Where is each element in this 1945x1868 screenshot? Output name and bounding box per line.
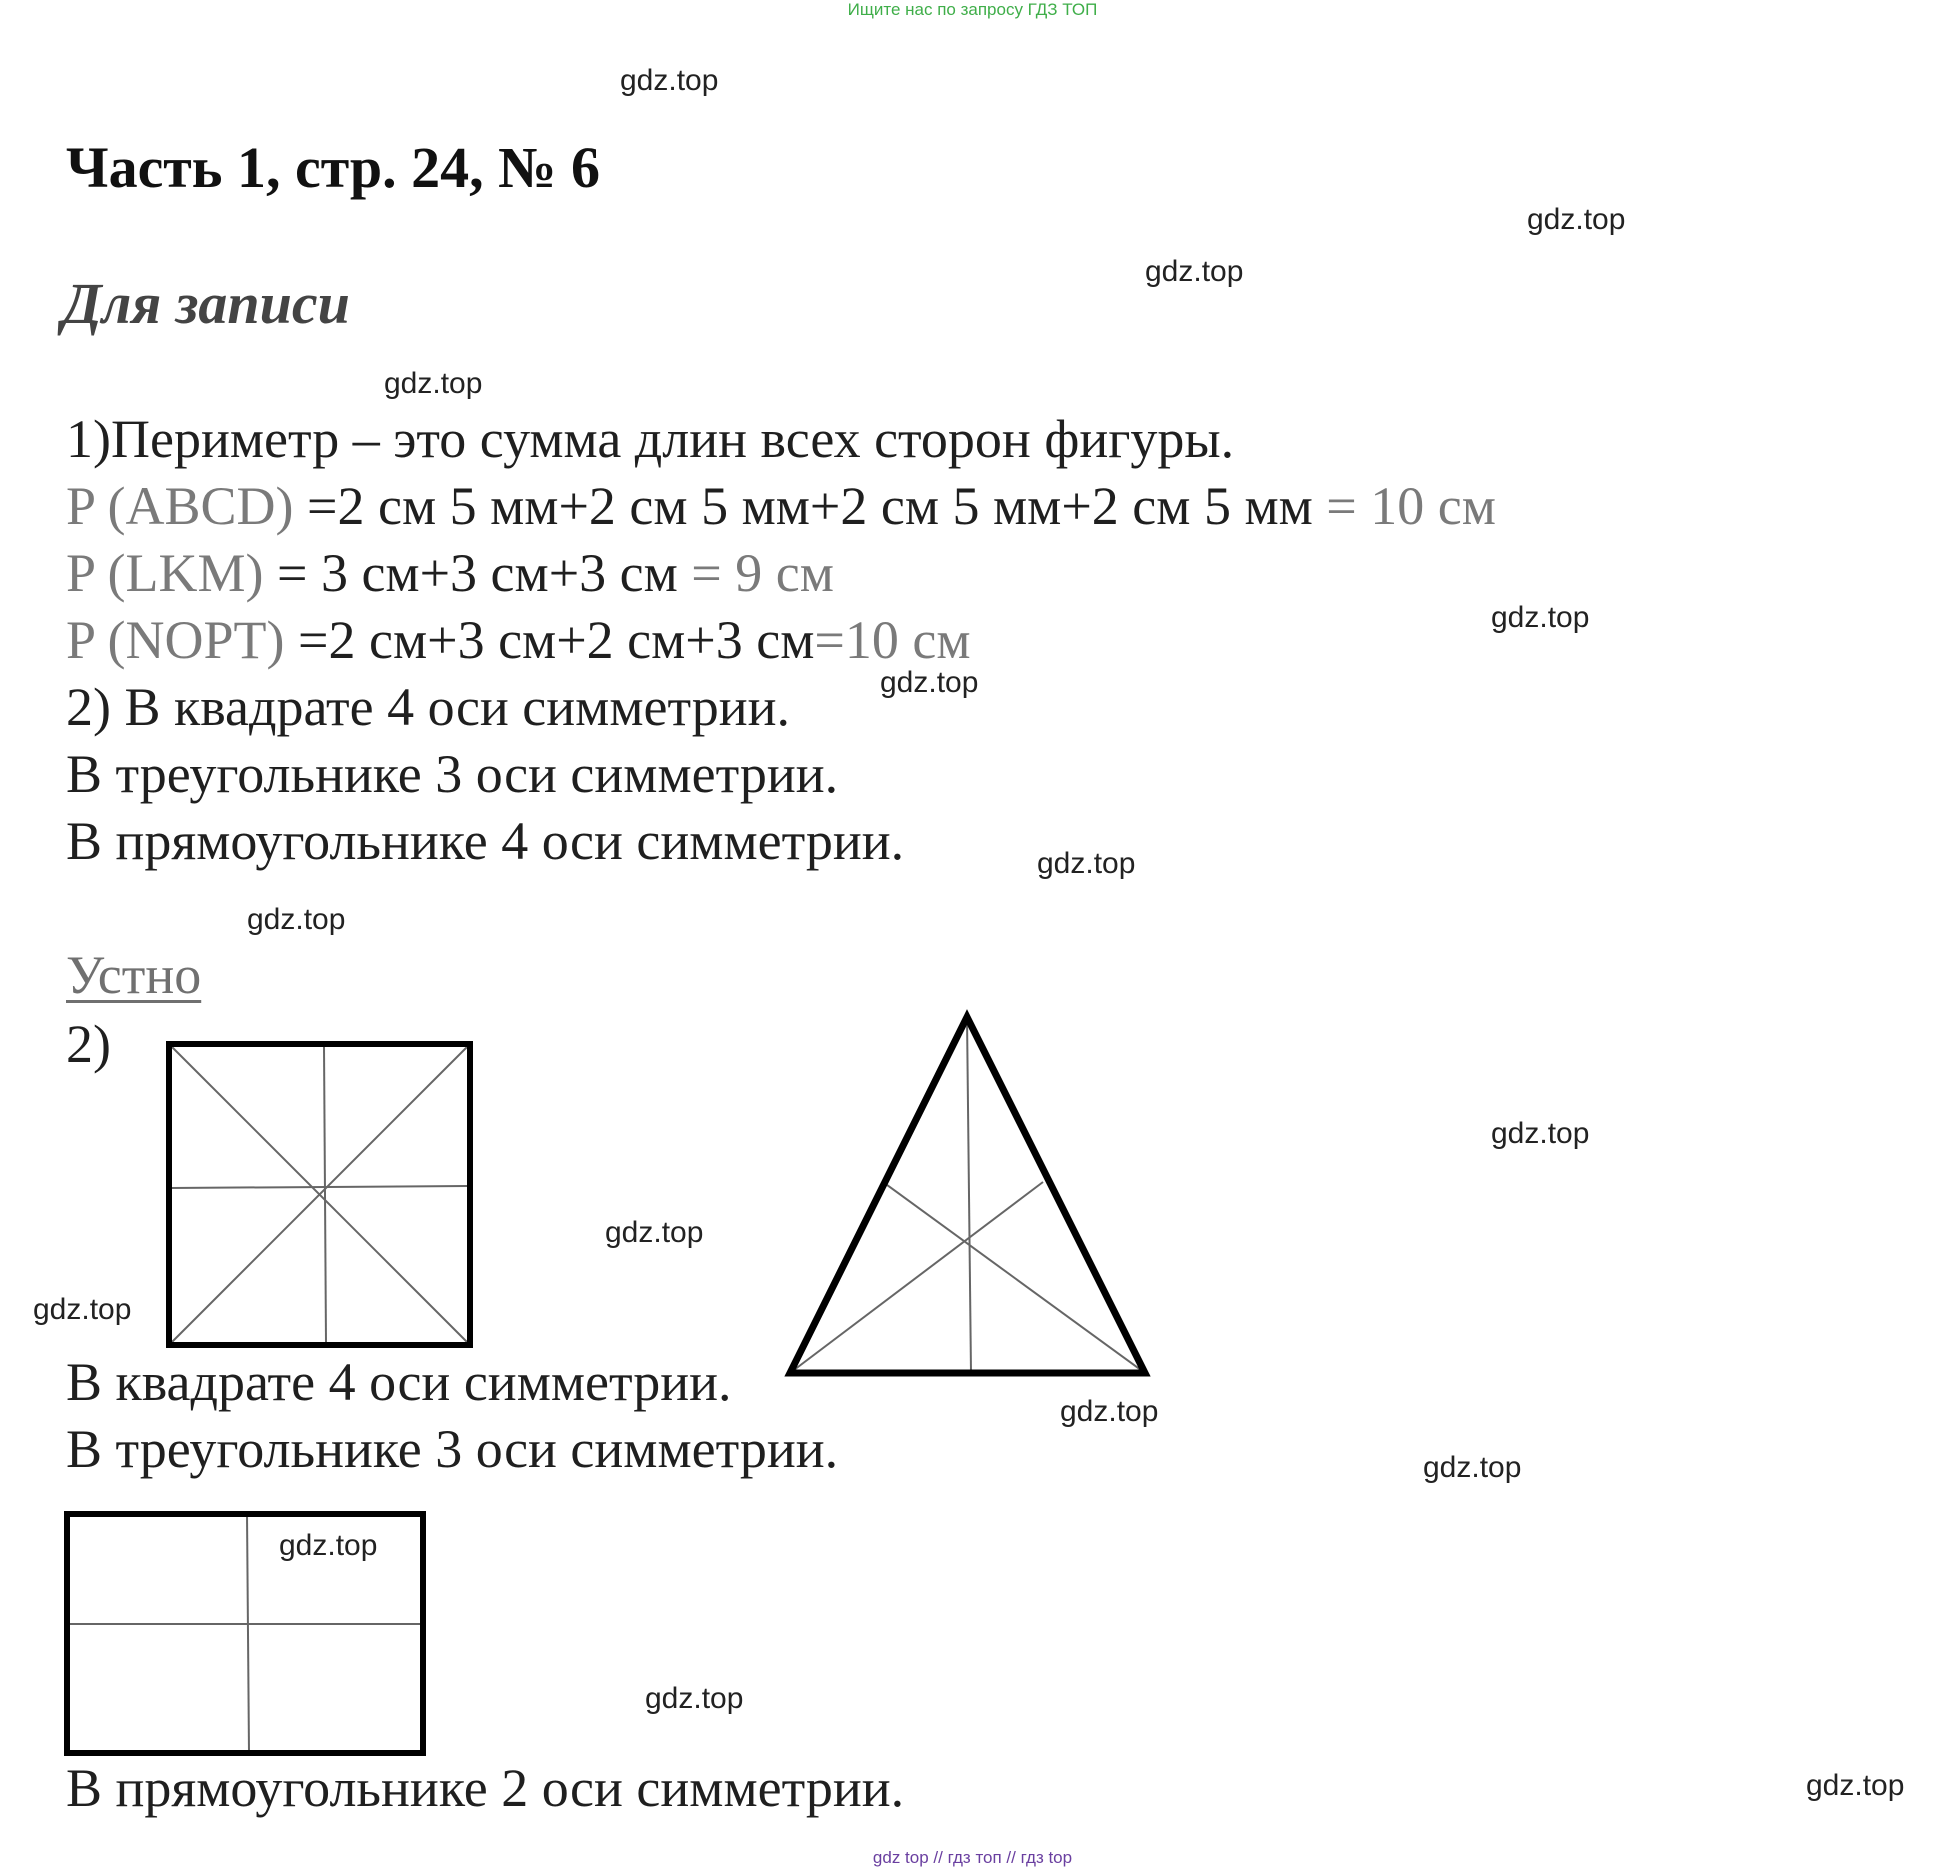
perimeter-label: P (ABCD) (66, 476, 294, 536)
footer-links[interactable]: gdz top // гдз топ // гдз top (872, 1848, 1073, 1867)
watermark: gdz.top (1491, 1117, 1590, 1150)
oral-rectangle-text: В прямоугольнике 2 оси симметрии. (66, 1758, 905, 1818)
oral-square-text: В квадрате 4 оси симметрии. (66, 1352, 732, 1412)
perimeter-definition: 1)Периметр – это сумма длин всех сторон фигуры. (66, 409, 1235, 469)
symmetry-rectangle-line: В прямоугольнике 4 оси симметрии. (66, 811, 905, 871)
watermark: gdz.top (1491, 601, 1590, 634)
watermark: gdz.top (1423, 1451, 1522, 1484)
perimeter-expression: = 3 см+3 см+3 см (263, 543, 692, 603)
symmetry-square-line: 2) В квадрате 4 оси симметрии. (66, 677, 791, 737)
perimeter-expression: =2 см 5 мм+2 см 5 мм+2 см 5 мм+2 см 5 мм (293, 476, 1327, 536)
watermark: gdz.top (1527, 203, 1626, 236)
perimeter-result: = 10 см (1326, 476, 1496, 536)
perimeter-label: P (LKM) (66, 543, 264, 603)
watermark: gdz.top (279, 1529, 378, 1562)
square-figure (169, 1044, 470, 1345)
oral-item-number: 2) (66, 1014, 111, 1074)
perimeter-result: = 9 см (691, 543, 834, 603)
rectangle-figure (67, 1514, 423, 1753)
watermark: gdz.top (1037, 847, 1136, 880)
perimeter-expression: =2 см+3 см+2 см+3 см (284, 610, 815, 670)
top-banner[interactable]: Ищите нас по запросу ГДЗ ТОП (847, 0, 1098, 19)
watermark: gdz.top (33, 1293, 132, 1326)
perimeter-result: =10 см (814, 610, 971, 670)
oral-triangle-text: В треугольнике 3 оси симметрии. (66, 1419, 839, 1479)
section-heading-oral: Устно (66, 945, 202, 1005)
watermark: gdz.top (384, 367, 483, 400)
section-heading-write: Для записи (62, 271, 350, 336)
watermark: gdz.top (645, 1682, 744, 1715)
triangle-figure (790, 1017, 1145, 1373)
symmetry-triangle-line: В треугольнике 3 оси симметрии. (66, 744, 839, 804)
watermark: gdz.top (1806, 1769, 1905, 1802)
page-title: Часть 1, стр. 24, № 6 (66, 135, 600, 200)
watermark: gdz.top (605, 1216, 704, 1249)
perimeter-label: P (NOPT) (66, 610, 285, 670)
watermark: gdz.top (1145, 255, 1244, 288)
watermark: gdz.top (880, 666, 979, 699)
watermark: gdz.top (1060, 1395, 1159, 1428)
watermark: gdz.top (620, 64, 719, 97)
watermark: gdz.top (247, 903, 346, 936)
